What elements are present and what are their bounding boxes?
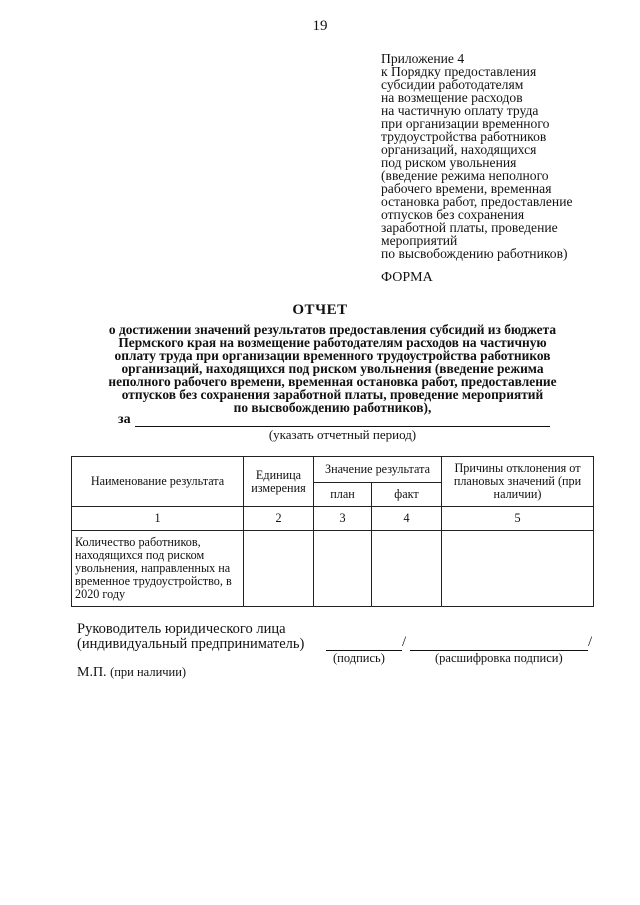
appendix-line: отпусков без сохранения <box>381 207 525 222</box>
appendix-line: субсидии работодателям <box>381 77 524 92</box>
appendix-line: трудоустройства работников <box>381 129 547 144</box>
column-number: 1 <box>72 507 244 531</box>
appendix-line: на возмещение расходов <box>381 90 523 105</box>
appendix-block <box>381 52 621 260</box>
signature-separator: / <box>402 634 407 650</box>
appendix-line: организаций, находящихся <box>381 142 537 157</box>
unit-cell[interactable] <box>244 531 314 607</box>
plan-cell[interactable] <box>314 531 372 607</box>
subtitle-line: по высвобождению работников), <box>233 400 432 415</box>
subtitle-line: о достижении значений результатов предоставления субсидий из бюджета <box>108 322 557 337</box>
signatory-line: (индивидуальный предприниматель) <box>77 636 305 652</box>
header-fact: факт <box>372 483 442 507</box>
subtitle-line: Пермского края на возмещение работодателям расходов на частичную <box>118 335 547 350</box>
appendix-line: остановка работ, предоставление <box>381 194 573 209</box>
column-number: 5 <box>442 507 594 531</box>
header-result-name: Наименование результата <box>72 457 244 507</box>
report-table <box>71 456 594 607</box>
signatory-line: Руководитель юридического лица <box>77 621 286 637</box>
reasons-cell[interactable] <box>442 531 594 607</box>
fact-cell[interactable] <box>372 531 442 607</box>
column-number: 4 <box>372 507 442 531</box>
appendix-line: под риском увольнения <box>381 155 517 170</box>
column-number: 3 <box>314 507 372 531</box>
appendix-line: рабочего времени, временная <box>381 181 552 196</box>
appendix-line: мероприятий <box>381 233 458 248</box>
stamp-placeholder <box>77 665 186 681</box>
appendix-line: (введение режима неполного <box>381 168 549 183</box>
appendix-line: по высвобождению работников) <box>381 246 568 261</box>
header-reasons: Причины отклонения от плановых значений (при наличии) <box>442 457 594 507</box>
signatory-label <box>77 622 304 652</box>
header-unit: Единица измерения <box>244 457 314 507</box>
subtitle-line: оплату труда при организации временного трудоустройства работников <box>114 348 551 363</box>
appendix-line: к Порядку предоставления <box>381 64 537 79</box>
signature-separator: / <box>588 634 593 650</box>
signature-caption: (подпись) <box>333 651 385 665</box>
document-subtitle <box>70 323 595 414</box>
subtitle-line: неполного рабочего времени, временная остановка работ, предоставление <box>108 374 557 389</box>
subtitle-line: организаций, находящихся под риском увольнения (введение режима <box>121 361 544 376</box>
stamp-note: (при наличии) <box>110 665 187 679</box>
result-name-cell: Количество работников, находящихся под риском увольнения, направленных на временное трудоустройство, в 2020 году <box>72 531 244 607</box>
header-value: Значение результата <box>314 457 442 483</box>
column-number: 2 <box>244 507 314 531</box>
subtitle-line: отпусков без сохранения заработной платы, проведение мероприятий <box>121 387 544 402</box>
appendix-line: на частичную оплату труда <box>381 103 539 118</box>
period-label: за <box>118 412 131 427</box>
appendix-line: заработной платы, проведение <box>381 220 558 235</box>
period-caption: (указать отчетный период) <box>268 427 417 442</box>
page-number: 19 <box>312 18 328 34</box>
header-plan: план <box>314 483 372 507</box>
appendix-line: при организации временного <box>381 116 550 131</box>
form-label: ФОРМА <box>381 270 433 285</box>
stamp-label: М.П. <box>77 665 107 680</box>
signature-decode-caption: (расшифровка подписи) <box>435 651 563 665</box>
document-title: ОТЧЕТ <box>292 302 348 318</box>
table-row <box>72 531 594 607</box>
appendix-line: Приложение 4 <box>381 51 465 66</box>
